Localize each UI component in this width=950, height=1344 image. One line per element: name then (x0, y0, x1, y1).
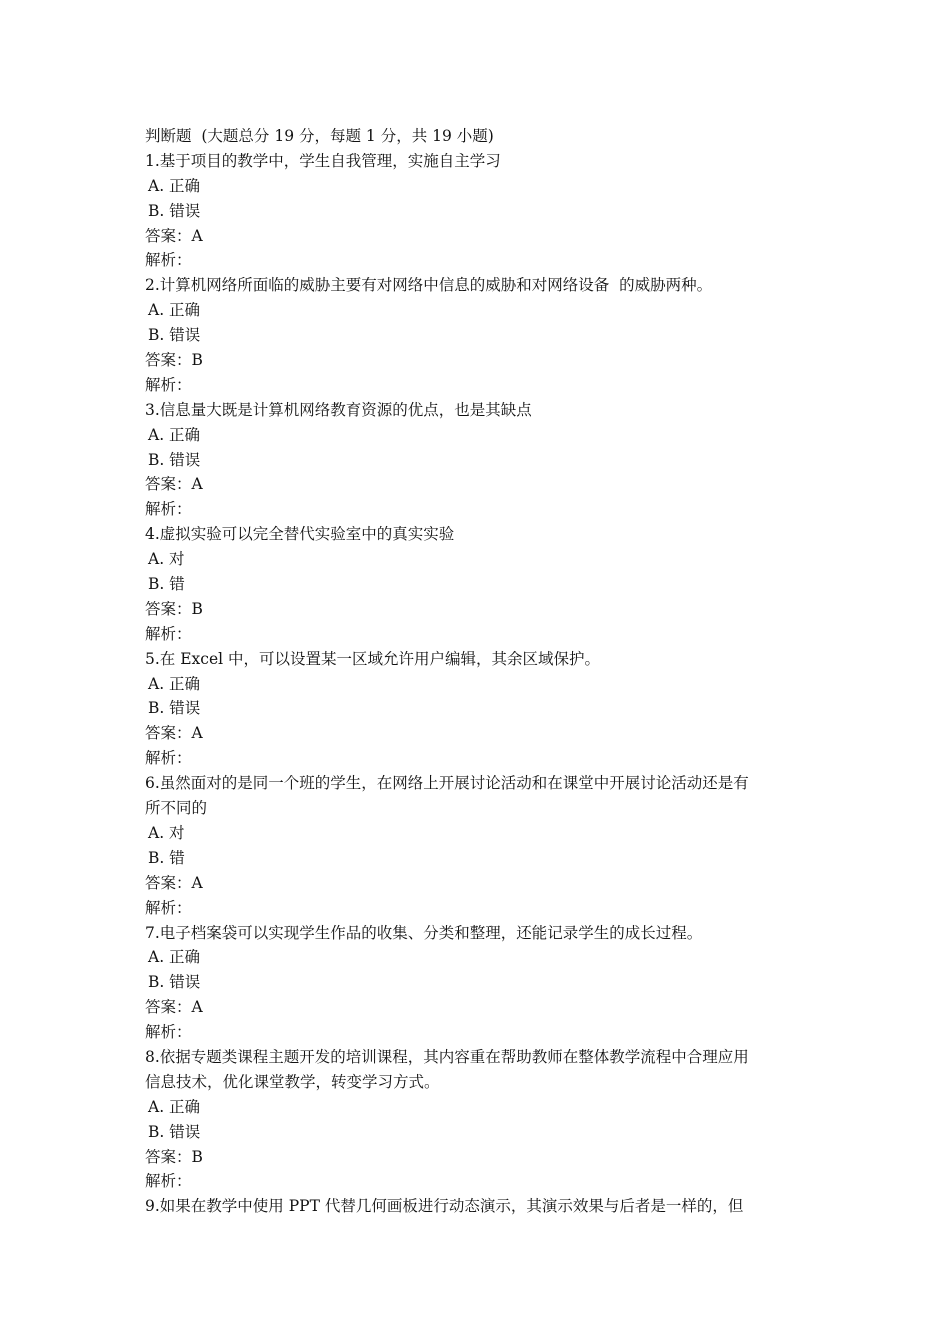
question-8 (145, 1045, 813, 1194)
answer-line: 答案：A (145, 724, 203, 743)
answer-line: 答案：B (145, 1147, 203, 1166)
section-header: 判断题 (大题总分 19 分，每题 1 分，共 19 小题) (145, 127, 494, 145)
question-stem: 7.电子档案袋可以实现学生作品的收集、分类和整理，还能记录学生的成长过程。 (145, 923, 703, 942)
analysis-line: 解析： (145, 375, 192, 394)
analysis-line: 解析： (145, 1023, 192, 1042)
option-a: A. 正确 (148, 948, 201, 967)
answer-line: 答案：B (145, 351, 203, 370)
question-stem-line-1: 6.虽然面对的是同一个班的学生，在网络上开展讨论活动和在课堂中开展讨论活动还是有 (145, 774, 749, 793)
option-b: B. 错 (148, 575, 185, 594)
question-3 (145, 398, 813, 522)
analysis-line: 解析： (145, 500, 192, 519)
question-stem: 1.基于项目的教学中，学生自我管理，实施自主学习 (145, 151, 501, 170)
question-stem: 9.如果在教学中使用 PPT 代替几何画板进行动态演示，其演示效果与后者是一样的，但 (145, 1197, 744, 1216)
question-stem: 2.计算机网络所面临的威胁主要有对网络中信息的威胁和对网络设备 的威胁两种。 (145, 276, 713, 295)
option-b: B. 错误 (148, 326, 201, 345)
question-stem-line-2: 所不同的 (145, 799, 208, 818)
question-1 (145, 149, 813, 273)
answer-line: 答案：B (145, 599, 203, 618)
question-6 (145, 771, 813, 920)
answer-line: 答案：A (145, 998, 203, 1017)
option-a: A. 正确 (148, 301, 201, 320)
analysis-line: 解析： (145, 251, 192, 270)
question-stem-line-1: 8.依据专题类课程主题开发的培训课程，其内容重在帮助教师在整体教学流程中合理应用 (145, 1047, 749, 1066)
question-stem: 3.信息量大既是计算机网络教育资源的优点，也是其缺点 (145, 400, 532, 419)
question-stem-line-2: 信息技术，优化课堂教学，转变学习方式。 (145, 1072, 440, 1091)
option-a: A. 对 (148, 823, 185, 842)
question-9 (145, 1194, 813, 1219)
option-a: A. 正确 (148, 1097, 201, 1116)
option-b: B. 错 (148, 848, 185, 867)
answer-line: 答案：A (145, 475, 203, 494)
question-stem: 5.在 Excel 中，可以设置某一区域允许用户编辑，其余区域保护。 (145, 649, 601, 668)
answer-line: 答案：A (145, 226, 203, 245)
question-stem: 4.虚拟实验可以完全替代实验室中的真实实验 (145, 525, 455, 544)
analysis-line: 解析： (145, 898, 192, 917)
option-a: A. 对 (148, 550, 185, 569)
option-b: B. 错误 (148, 201, 201, 220)
option-b: B. 错误 (148, 699, 201, 718)
answer-line: 答案：A (145, 873, 203, 892)
option-a: A. 正确 (148, 425, 201, 444)
document-page (145, 124, 813, 1219)
question-2 (145, 273, 813, 397)
analysis-line: 解析： (145, 749, 192, 768)
question-4 (145, 522, 813, 646)
option-a: A. 正确 (148, 176, 201, 195)
question-5 (145, 647, 813, 771)
option-b: B. 错误 (148, 450, 201, 469)
option-b: B. 错误 (148, 1122, 201, 1141)
option-b: B. 错误 (148, 973, 201, 992)
option-a: A. 正确 (148, 674, 201, 693)
analysis-line: 解析： (145, 624, 192, 643)
analysis-line: 解析： (145, 1172, 192, 1191)
question-7 (145, 921, 813, 1045)
